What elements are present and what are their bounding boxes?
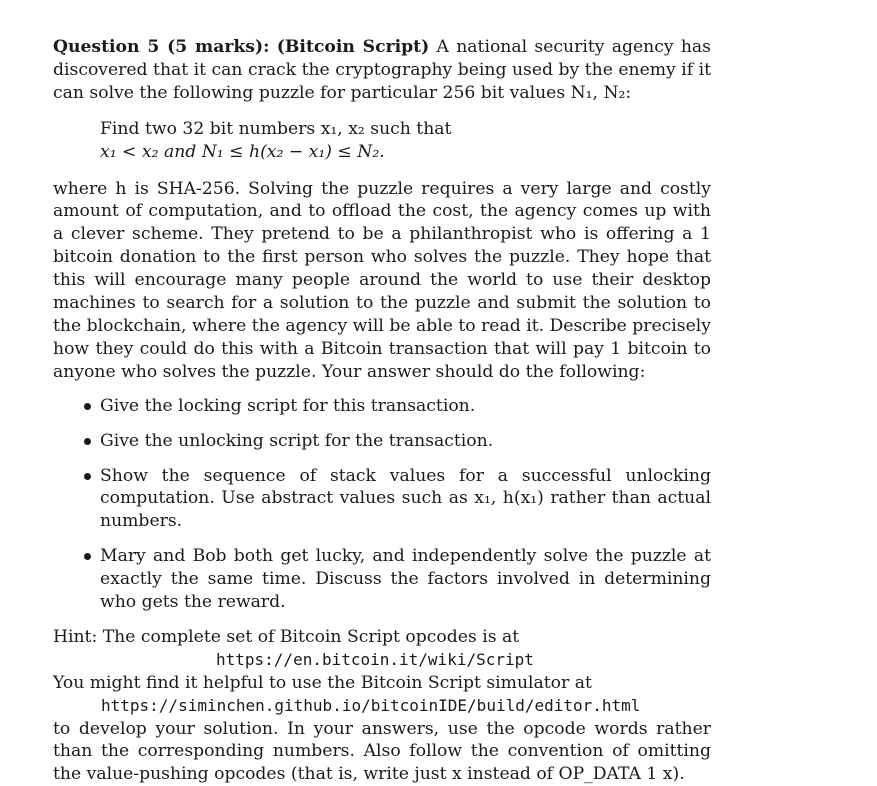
task-text: Give the locking script for this transaction.: [100, 395, 476, 416]
task-item: [53, 395, 711, 418]
hint-line-3: to develop your solution. In your answers, use the opcode words rather than the corresponding numbers. Also follow the convention of omitting the value-pushing opcodes (that is, write just x instead of OP_DATA 1 x).: [53, 718, 711, 785]
bullet-icon: [84, 403, 91, 410]
question-page: [53, 36, 711, 786]
task-text: Give the unlocking script for the transaction.: [100, 430, 494, 451]
task-item: [53, 465, 711, 534]
task-text: Show the sequence of stack values for a successful unlocking computation. Use abstract values such as x₁, h(x₁) rather than actual numbers.: [100, 465, 711, 532]
task-item: [53, 545, 711, 614]
task-text: Mary and Bob both get lucky, and independently solve the puzzle at exactly the same time. Discuss the factors involved in determining who gets the reward.: [100, 546, 711, 613]
opcodes-link[interactable]: https://en.bitcoin.it/wiki/Script: [216, 649, 534, 669]
hint-section: [53, 626, 711, 786]
question-body: where h is SHA-256. Solving the puzzle requires a very large and costly amount of computation, and to offload the cost, the agency comes up with a clever scheme. They pretend to be a philanthropist who is offering a 1 bitcoin donation to the first person who solves the puzzle. They hope that this will encourage many people around the world to use their desktop machines to search for a solution to the puzzle and submit the solution to the blockchain, where the agency will be able to read it. Describe precisely how they could do this with a Bitcoin transaction that will pay 1 bitcoin to anyone who solves the puzzle. Your answer should do the following:: [53, 178, 711, 382]
simulator-link[interactable]: https://siminchen.github.io/bitcoinIDE/build/editor.html: [101, 695, 641, 715]
bullet-icon: [84, 553, 91, 560]
bullet-icon: [84, 473, 91, 480]
task-list: [53, 395, 711, 614]
hint-line-1: Hint: The complete set of Bitcoin Script opcodes is at: [53, 626, 520, 647]
puzzle-line-2: x₁ < x₂ and N₁ ≤ h(x₂ − x₁) ≤ N₂.: [100, 141, 385, 162]
bullet-icon: [84, 438, 91, 445]
puzzle-statement: [100, 118, 711, 164]
question-heading: Question 5 (5 marks):: [53, 37, 270, 57]
question-intro-text: A national security agency has discovered that it can crack the cryptography being used by the enemy if it can solve the following puzzle for particular 256 bit values N₁, N₂:: [53, 37, 711, 103]
question-topic: (Bitcoin Script): [276, 37, 430, 57]
task-item: [53, 430, 711, 453]
puzzle-line-1: Find two 32 bit numbers x₁, x₂ such that: [100, 118, 452, 139]
hint-line-2: You might find it helpful to use the Bitcoin Script simulator at: [53, 672, 592, 693]
question-intro: [53, 36, 711, 105]
